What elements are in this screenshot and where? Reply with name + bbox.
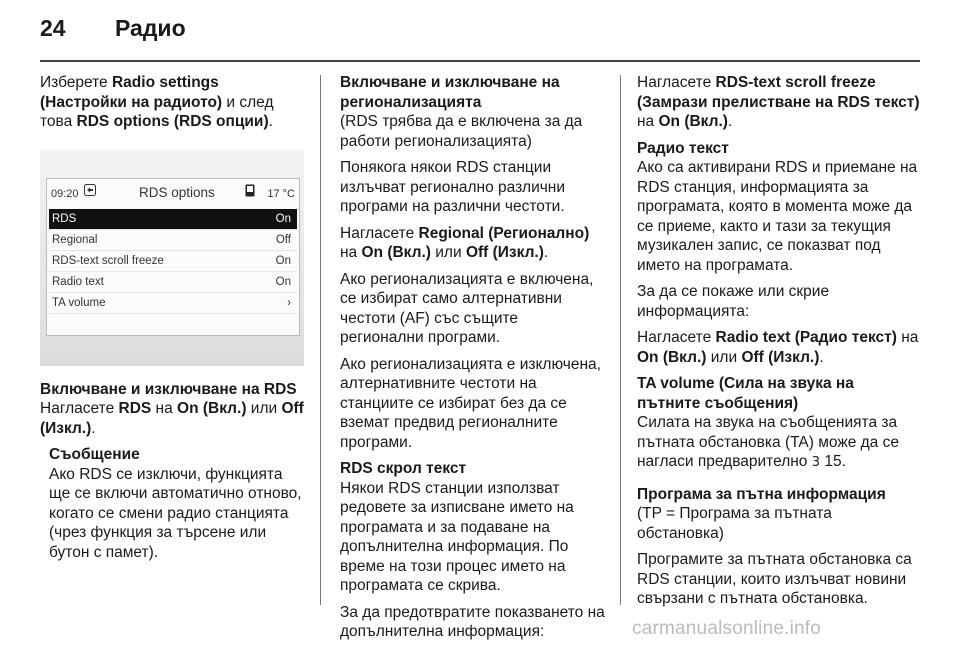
display-status-bar [51,183,295,201]
radiotext-set-paragraph [637,328,920,367]
option-row-rds [49,209,297,230]
text: и след това [40,93,274,130]
column-3 [637,73,920,616]
option-value: Off [275,233,291,246]
chevron-right-icon: › [287,296,291,309]
radiotext-heading: Радио текст [637,139,729,157]
option-value: On [275,275,291,288]
text: Нагласете [637,329,716,346]
header-rule [40,60,920,62]
tp-section [637,485,920,544]
bold-term: Regional (Регионално) [418,224,590,242]
text: или [706,348,742,366]
bold-term: On (Вкл.) [361,244,431,261]
notice-box [40,445,305,562]
bold-term: Off (Изкл.) [465,244,544,261]
radiotext-section [637,139,920,276]
bold-term: On (Вкл.) [658,113,728,130]
phone-icon [245,184,255,205]
bold-term: RDS [118,400,152,417]
ta-section [637,374,920,473]
text: . [91,419,96,437]
option-label: Regional [52,233,98,246]
display-temperature: 17 °C [267,187,295,200]
paragraph: За да предотвратите показването на допълнителна информация: [340,603,605,640]
column-divider-1 [320,75,321,605]
paragraph: Програмите за пътната обстановка са RDS станции, които излъчват новини свързани с пътната обстановка. [637,551,912,607]
column-1 [40,73,305,569]
text: . [543,244,549,261]
bold-term: Radio text (Радио текст) [715,329,897,346]
regional-note: (RDS трябва да е включена за да работи регионализацията) [340,113,583,150]
paragraph: За да се покаже или скрие информацията: [637,283,830,320]
page-reference: 15. [820,453,846,470]
text: . [268,113,273,130]
option-label: TA volume [52,296,106,309]
text: или [430,244,466,261]
option-value: On [275,254,291,267]
text: на [637,113,659,130]
bold-term: RDS-text scroll freeze (Замрази прелистване на RDS текст) [637,74,920,111]
option-label: RDS [52,212,77,225]
text: Нагласете [40,400,119,417]
option-row-regional [49,230,297,251]
watermark: carmanualsonline.info [632,618,822,639]
text: . [727,113,733,130]
regional-set-paragraph [340,224,605,263]
paragraph: Ако регионализацията е изключена, алтернативните честоти на станциите се избират без да се вземат предвид регионалните програми. [340,355,601,451]
radiotext-text: Ако са активирани RDS и приемане на RDS станция, информацията за програмата, която в момента може да се приеме, както и тази за текущия музикален запис, се показват под името на програмата. [637,159,918,274]
options-list [49,209,297,314]
column-2 [340,73,605,649]
option-label: RDS-text scroll freeze [52,254,164,267]
column-divider-2 [620,75,621,605]
bold-term: Radio settings (Настройки на радиото) [40,74,223,111]
option-label: Radio text [52,275,104,288]
option-row-ta-volume [49,293,297,314]
tp-note: (TP = Програма за пътната обстановка) [637,505,832,542]
option-row-scroll-freeze [49,251,297,272]
text: на [151,400,178,417]
notice-heading: Съобщение [49,446,140,463]
text: Нагласете [340,224,419,242]
page-reference-icon[interactable]: 3 [811,455,821,470]
paragraph: Понякога някои RDS станции излъчват регионално различни програми на различни честоти. [340,159,566,215]
page-title: Радио [115,15,186,41]
scroll-set-paragraph [637,73,920,132]
back-icon [84,184,96,204]
bold-term: On (Вкл.) [637,348,707,366]
bold-term: Off (Изкл.) [40,400,304,437]
radio-display [46,178,300,336]
bold-term: RDS options (RDS опции) [76,113,269,130]
text: или [246,400,282,417]
scroll-section [340,459,605,596]
display-title: RDS options [139,184,215,200]
scroll-heading: RDS скрол текст [340,460,467,477]
notice-text: Ако RDS се изключи, функцията ще се включи автоматично отново, когато се смени радио станцията (чрез функция за търсене или бутон с памет). [49,465,302,561]
ta-heading: TA volume (Сила на звука на пътните съобщения) [637,375,854,412]
text: . [819,348,824,366]
text: Силата на звука на съобщенията за пътната обстановка (TA) може да се нагласи предварително [637,414,899,470]
page-number: 24 [40,15,66,41]
text: на [896,329,919,346]
rds-section [40,380,305,439]
bold-term: On (Вкл.) [177,400,247,417]
text: Изберете [40,74,112,91]
text: Нагласете [637,74,716,91]
scroll-text: Някои RDS станции използват редовете за изписване името на програмата и за подаване на допълнителна информация. По време на този процес името на програмата се скрива. [340,479,574,594]
paragraph: Ако регионализацията е включена, се избират само алтернативни честоти (AF) със същите регионални програми. [340,270,594,346]
rds-heading: Включване и изключване на RDS [40,380,297,398]
rds-options-screenshot [40,150,304,366]
option-value: On [275,212,291,225]
regional-heading: Включване и изключване на регионализацията [340,74,560,111]
regional-intro [340,73,605,151]
display-time: 09:20 [51,187,79,200]
tp-heading: Програма за пътна информация [637,485,886,503]
intro-paragraph [40,73,305,132]
text: на [340,244,362,261]
option-row-radio-text [49,272,297,293]
bold-term: Off (Изкл.) [741,348,820,366]
